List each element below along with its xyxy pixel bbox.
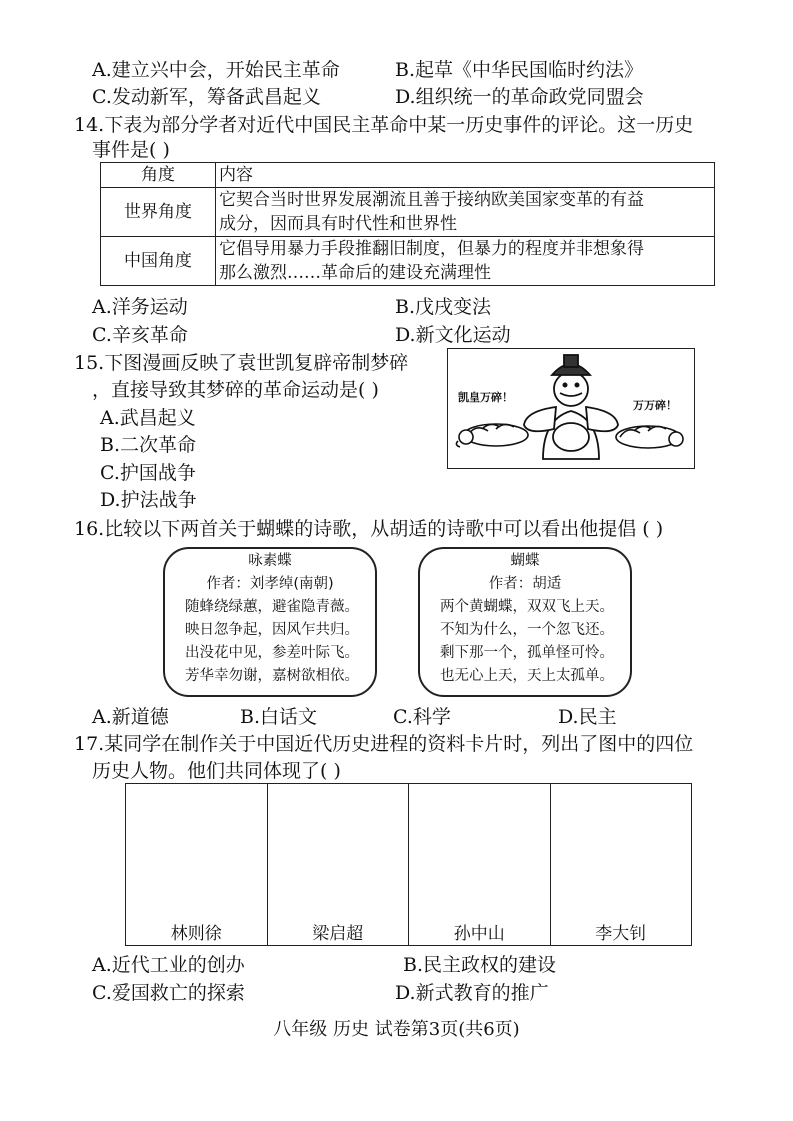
q15-option-c: C.护国战争 (100, 462, 196, 484)
content-line: 它契合当时世界发展潮流且善于接纳欧美国家变革的有益 (219, 190, 644, 210)
poem-line: 随蜂绕绿蕙，避雀隐青薇。 (185, 599, 359, 615)
q16-stem: 16.比较以下两首关于蝴蝶的诗歌，从胡适的诗歌中可以看出他提倡 ( ) (74, 518, 664, 540)
portrait-name: 林则徐 (170, 924, 222, 944)
q17-option-b: B.民主政权的建设 (403, 954, 557, 976)
poem-author: 作者：刘孝绰(南朝) (206, 576, 334, 592)
cartoon-caption-right: 万万碎！ (633, 399, 677, 412)
poem-box-2 (418, 547, 632, 697)
q13-option-d: D.组织统一的革命政党同盟会 (395, 86, 644, 108)
q17-stem-line2: 历史人物。他们共同体现了( ) (92, 760, 341, 782)
q13-option-a: A.建立兴中会，开始民主革命 (92, 59, 340, 81)
cartoon-caption-left: 凯皇万碎！ (458, 391, 513, 404)
q13-option-b: B.起草《中华民国临时约法》 (395, 59, 644, 81)
q14-table (100, 162, 715, 286)
table-header-content: 内容 (216, 163, 715, 188)
poem-box-1 (163, 547, 377, 697)
q14-option-b: B.戊戌变法 (395, 296, 492, 318)
poem-line: 不知为什么，一个忽飞还。 (440, 622, 614, 638)
table-row (101, 188, 715, 237)
q16-option-c: C.科学 (393, 706, 451, 728)
poem-line: 也无心上天，天上太孤单。 (440, 668, 614, 684)
table-cell-angle: 世界角度 (101, 188, 216, 237)
table-cell-angle: 中国角度 (101, 237, 216, 286)
portrait-name: 李大钊 (595, 924, 647, 944)
q14-option-c: C.辛亥革命 (92, 324, 188, 346)
q15-stem-line2: ，直接导致其梦碎的革命运动是( ) (92, 379, 379, 401)
yuan-shikai-cartoon (447, 348, 695, 469)
portrait-name: 孙中山 (453, 924, 505, 944)
q17-option-c: C.爱国救亡的探索 (92, 982, 245, 1004)
poem-line: 出没花中见，参差叶际飞。 (185, 645, 359, 661)
q14-option-d: D.新文化运动 (395, 324, 511, 346)
poem-line: 剩下那一个，孤单怪可怜。 (440, 645, 614, 661)
table-header-angle: 角度 (101, 163, 216, 188)
poem-line: 两个黄蝴蝶，双双飞上天。 (440, 599, 614, 615)
portrait-cell (126, 784, 268, 945)
portrait-grid (125, 783, 692, 946)
q15-stem-line1: 15.下图漫画反映了袁世凯复辟帝制梦碎 (74, 352, 409, 374)
portrait-cell (268, 784, 410, 945)
poem-line: 映日忽争起，因风乍共归。 (185, 622, 359, 638)
q16-option-d: D.民主 (558, 706, 617, 728)
q15-option-a: A.武昌起义 (100, 407, 196, 429)
q13-option-c: C.发动新军，筹备武昌起义 (92, 86, 321, 108)
q15-option-d: D.护法战争 (100, 489, 197, 511)
q16-option-a: A.新道德 (92, 706, 169, 728)
portrait-cell (551, 784, 692, 945)
poem-author: 作者：胡适 (488, 576, 562, 592)
content-line: 成分，因而具有时代性和世界性 (219, 214, 457, 234)
portrait-cell (409, 784, 551, 945)
poem-title: 蝴蝶 (510, 553, 540, 569)
q17-stem-line1: 17.某同学在制作关于中国近代历史进程的资料卡片时，列出了图中的四位 (74, 733, 694, 755)
portrait-name: 梁启超 (312, 924, 364, 944)
table-row (101, 237, 715, 286)
table-header-row (101, 163, 715, 188)
content-line: 那么激烈……革命后的建设充满理性 (219, 263, 491, 283)
q15-option-b: B.二次革命 (100, 434, 197, 456)
q16-option-b: B.白话文 (240, 706, 318, 728)
poem-title: 咏素蝶 (248, 553, 292, 569)
q14-option-a: A.洋务运动 (92, 296, 188, 318)
table-cell-content (216, 237, 715, 286)
table-cell-content (216, 188, 715, 237)
q14-stem-line2: 事件是( ) (92, 139, 170, 161)
poem-line: 芳华幸勿谢，嘉树欲相依。 (185, 668, 359, 684)
content-line: 它倡导用暴力手段推翻旧制度，但暴力的程度并非想象得 (219, 239, 644, 259)
q17-option-a: A.近代工业的创办 (92, 954, 245, 976)
q14-stem-line1: 14.下表为部分学者对近代中国民主革命中某一历史事件的评论。这一历史 (74, 114, 694, 136)
page-footer: 八年级 历史 试卷第3页(共6页) (273, 1019, 520, 1040)
q17-option-d: D.新式教育的推广 (395, 982, 549, 1004)
